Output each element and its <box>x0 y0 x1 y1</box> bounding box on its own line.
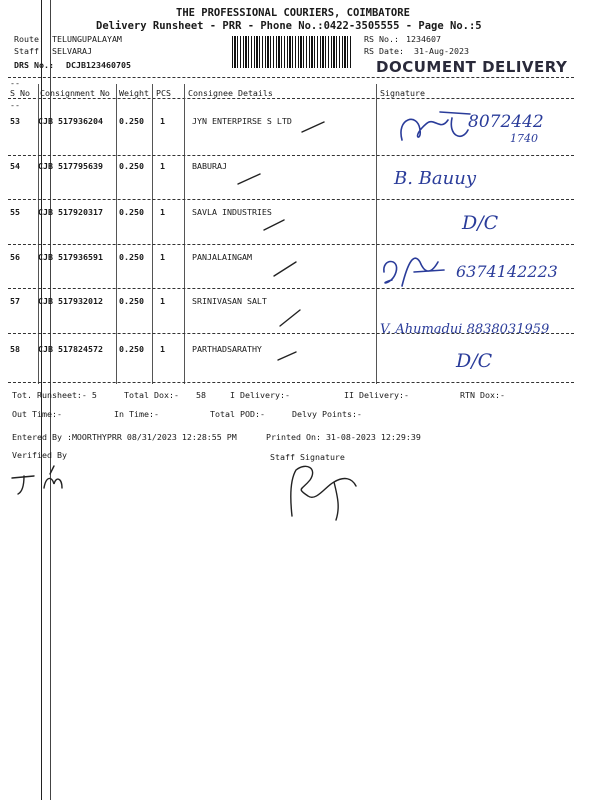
total-dox-label: Total Dox:- <box>124 390 179 400</box>
drs-value: DCJB123460705 <box>66 60 131 70</box>
tick-mark <box>278 352 296 360</box>
handwritten-dc: D/C <box>462 212 499 234</box>
signature-scribble <box>401 112 470 140</box>
route-value: TELUNGUPALAYAM <box>52 34 122 44</box>
staff-signature-label: Staff Signature <box>270 452 345 462</box>
rs-date-value: 31-Aug-2023 <box>414 46 469 56</box>
row-consignment: CJB 517932012 <box>38 296 103 306</box>
company-name: THE PROFESSIONAL COURIERS, COIMBATORE <box>176 7 410 19</box>
row-consignment: CJB 517920317 <box>38 207 103 217</box>
row-pcs: 1 <box>160 116 165 126</box>
col-pcs: PCS <box>156 88 171 98</box>
rs-date-label: RS Date: <box>364 46 404 56</box>
row-weight: 0.250 <box>119 207 144 217</box>
out-time: Out Time:- <box>12 409 62 419</box>
row-pcs: 1 <box>160 296 165 306</box>
handwritten-dc: D/C <box>456 350 493 372</box>
dash-mark: -- <box>10 100 20 110</box>
row-consignment: CJB 517824572 <box>38 344 103 354</box>
row-weight: 0.250 <box>119 116 144 126</box>
row-sno: 54 <box>10 161 20 171</box>
col-sno: S No <box>10 88 30 98</box>
staff-label: Staff: <box>14 46 44 56</box>
entered-by: Entered By :MOORTHYPRR 08/31/2023 12:28:55 PM <box>12 432 237 442</box>
row-weight: 0.250 <box>119 252 144 262</box>
row-sno: 57 <box>10 296 20 306</box>
verified-initials <box>12 466 62 494</box>
route-label: Route: <box>14 34 44 44</box>
in-time: In Time:- <box>114 409 159 419</box>
delvy-points: Delvy Points:- <box>292 409 362 419</box>
row-consignee: PARTHADSARATHY <box>192 344 262 354</box>
row-consignment: CJB 517936591 <box>38 252 103 262</box>
row-pcs: 1 <box>160 344 165 354</box>
row-weight: 0.250 <box>119 161 144 171</box>
col-weight: Weight <box>119 88 149 98</box>
printed-on: Printed On: 31-08-2023 12:29:39 <box>266 432 421 442</box>
row-weight: 0.250 <box>119 296 144 306</box>
handwritten-phone: 6374142223 <box>456 262 558 281</box>
drs-label: DRS No.: <box>14 60 54 70</box>
col-consignee: Consignee Details <box>188 88 273 98</box>
document-delivery-stamp: DOCUMENT DELIVERY <box>376 58 568 76</box>
col-consignment: Consignment No <box>40 88 110 98</box>
rs-no-value: 1234607 <box>406 34 441 44</box>
row-sno: 58 <box>10 344 20 354</box>
total-pod: Total POD:- <box>210 409 265 419</box>
tot-runsheet: Tot. Runsheet:- 5 <box>12 390 97 400</box>
handwritten-name-phone: V. Ahumadui 8838031959 <box>380 322 550 337</box>
row-consignee: SRINIVASAN SALT <box>192 296 267 306</box>
ii-delivery: II Delivery:- <box>344 390 409 400</box>
col-signature: Signature <box>380 88 425 98</box>
handwritten-name: B. Bauuy <box>394 168 476 189</box>
signature-scribble <box>384 258 444 286</box>
staff-value: SELVARAJ <box>52 46 92 56</box>
tick-mark <box>274 262 296 276</box>
rs-no-label: RS No.: <box>364 34 399 44</box>
row-consignee: SAVLA INDUSTRIES <box>192 207 272 217</box>
row-consignee: PANJALAINGAM <box>192 252 252 262</box>
row-sno: 56 <box>10 252 20 262</box>
row-pcs: 1 <box>160 161 165 171</box>
row-pcs: 1 <box>160 207 165 217</box>
dash-mark: -- <box>10 78 20 88</box>
rtn-dox: RTN Dox:- <box>460 390 505 400</box>
tick-mark <box>302 122 324 132</box>
row-sno: 53 <box>10 116 20 126</box>
row-sno: 55 <box>10 207 20 217</box>
staff-signature-scribble <box>291 466 356 520</box>
row-pcs: 1 <box>160 252 165 262</box>
tick-mark <box>238 174 260 184</box>
total-dox-value: 58 <box>196 390 206 400</box>
tick-mark <box>264 220 284 230</box>
handwritten-note: 1740 <box>510 132 538 145</box>
runsheet-title: Delivery Runsheet - PRR - Phone No.:0422-3505555 - Page No.:5 <box>96 20 482 32</box>
i-delivery: I Delivery:- <box>230 390 290 400</box>
row-consignment: CJB 517936204 <box>38 116 103 126</box>
row-consignee: BABURAJ <box>192 161 227 171</box>
verified-by: Verified By <box>12 450 67 460</box>
row-consignee: JYN ENTERPIRSE S LTD <box>192 116 292 126</box>
tick-mark <box>280 310 300 326</box>
row-consignment: CJB 517795639 <box>38 161 103 171</box>
handwritten-phone: 8072442 <box>468 112 544 132</box>
row-weight: 0.250 <box>119 344 144 354</box>
